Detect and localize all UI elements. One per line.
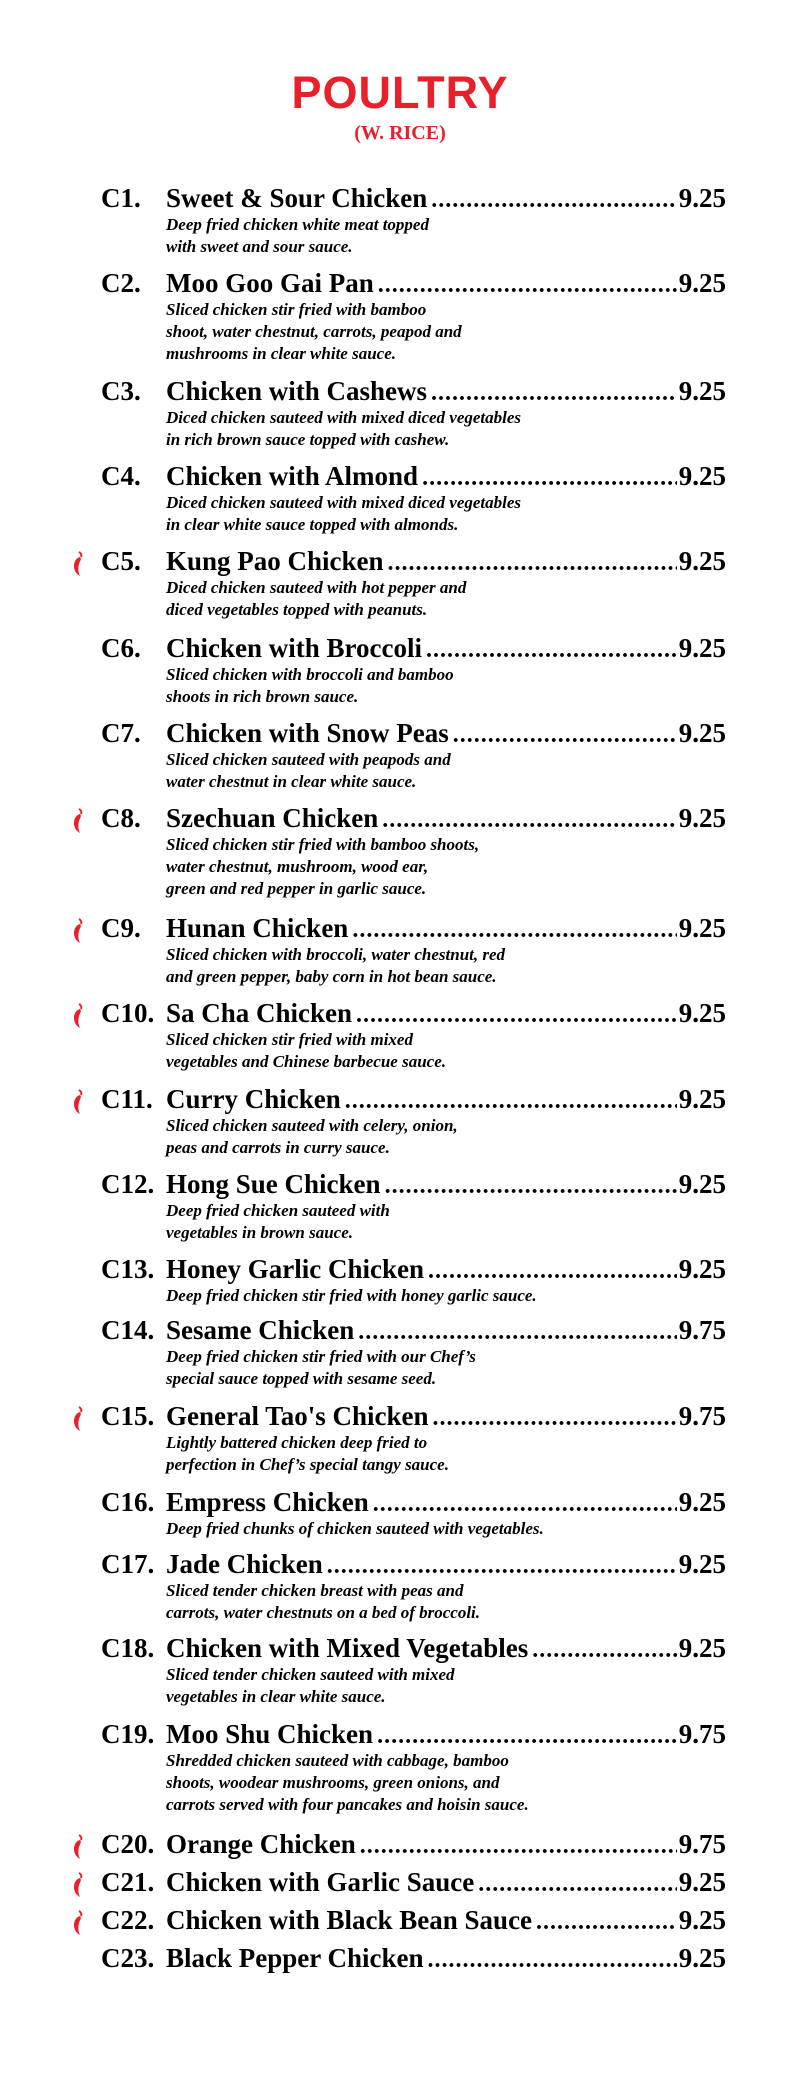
item-price: 9.75 xyxy=(678,1401,726,1431)
section-subtitle: (W. RICE) xyxy=(354,122,446,144)
chili-pepper-icon xyxy=(70,1872,86,1898)
dot-leader xyxy=(431,377,677,409)
chili-pepper-icon xyxy=(70,1406,86,1432)
dot-leader xyxy=(453,719,677,751)
item-price: 9.25 xyxy=(678,1867,726,1897)
item-name: Hong Sue Chicken xyxy=(166,1169,381,1199)
menu-item-row xyxy=(0,545,800,577)
item-code: C21. xyxy=(101,1867,155,1897)
chili-pepper-icon xyxy=(70,1089,86,1115)
item-code: C23. xyxy=(101,1943,155,1973)
dot-leader xyxy=(532,1634,676,1666)
item-name-line xyxy=(166,1942,726,1976)
item-name-line xyxy=(166,1314,726,1348)
item-code: C12. xyxy=(101,1169,155,1199)
dot-leader xyxy=(385,1170,677,1202)
item-price: 9.25 xyxy=(678,718,726,748)
item-code: C2. xyxy=(101,268,141,298)
dot-leader xyxy=(358,1316,677,1348)
item-code: C7. xyxy=(101,718,141,748)
item-code: C9. xyxy=(101,913,141,943)
menu-item-row xyxy=(0,1486,800,1518)
section-title: POULTRY xyxy=(291,67,509,118)
item-name-line xyxy=(166,1486,726,1520)
item-description-line: in rich brown sauce topped with cashew. xyxy=(166,430,450,449)
item-name-line xyxy=(166,267,726,301)
item-description-line: water chestnut, mushroom, wood ear, xyxy=(166,857,429,876)
item-description-line: in clear white sauce topped with almonds. xyxy=(166,515,459,534)
item-code: C13. xyxy=(101,1254,155,1284)
item-description-line: with sweet and sour sauce. xyxy=(166,237,353,256)
item-code: C19. xyxy=(101,1719,155,1749)
chili-pepper-icon xyxy=(70,1834,86,1860)
item-name: Moo Goo Gai Pan xyxy=(166,268,374,298)
item-description-line: Deep fried chicken sauteed with xyxy=(166,1201,390,1220)
item-price: 9.75 xyxy=(678,1315,726,1345)
menu-item-row xyxy=(0,1548,800,1580)
item-name: Moo Shu Chicken xyxy=(166,1719,374,1749)
menu-item xyxy=(0,1314,800,1390)
dot-leader xyxy=(327,1550,677,1582)
chili-pepper-icon xyxy=(70,1003,86,1029)
dot-leader xyxy=(360,1830,677,1862)
item-code: C22. xyxy=(101,1905,155,1935)
menu-item-row xyxy=(0,1828,800,1860)
chili-pepper-icon xyxy=(70,551,86,577)
item-code: C4. xyxy=(101,461,141,491)
menu-item xyxy=(0,545,800,621)
item-name-line xyxy=(166,545,726,579)
menu-item-row xyxy=(0,267,800,299)
item-name: Black Pepper Chicken xyxy=(166,1943,424,1973)
item-description-line: Sliced chicken stir fried with mixed xyxy=(166,1030,413,1049)
dot-leader xyxy=(431,184,676,216)
menu-item xyxy=(0,1828,800,1860)
menu-item-row xyxy=(0,802,800,834)
item-name-line xyxy=(166,1168,726,1202)
item-name-line xyxy=(166,1632,726,1666)
item-description-line: Sliced chicken sauteed with peapods and xyxy=(166,750,451,769)
item-description-line: shoots in rich brown sauce. xyxy=(166,687,359,706)
item-name: Sesame Chicken xyxy=(166,1315,355,1345)
item-code: C5. xyxy=(101,546,141,576)
item-price: 9.25 xyxy=(678,803,726,833)
item-code: C15. xyxy=(101,1401,155,1431)
menu-item xyxy=(0,1866,800,1898)
item-description-line: shoot, water chestnut, carrots, peapod and xyxy=(166,322,462,341)
menu-item xyxy=(0,912,800,988)
item-name: Honey Garlic Chicken xyxy=(166,1254,424,1284)
item-description-line: shoots, woodear mushrooms, green onions, and xyxy=(166,1773,500,1792)
dot-leader xyxy=(378,269,677,301)
menu-item xyxy=(0,1904,800,1936)
item-price: 9.25 xyxy=(678,461,726,491)
item-description-line: Diced chicken sauteed with mixed diced vegetables xyxy=(166,408,522,427)
dot-leader xyxy=(536,1906,677,1938)
menu-item xyxy=(0,1486,800,1540)
item-name: Chicken with Garlic Sauce xyxy=(166,1867,475,1897)
chili-pepper-icon xyxy=(70,918,86,944)
menu-item-row xyxy=(0,375,800,407)
item-code: C8. xyxy=(101,803,141,833)
item-description-line: carrots, water chestnuts on a bed of broccoli. xyxy=(166,1603,481,1622)
item-name: Chicken with Cashews xyxy=(166,376,428,406)
item-name: Chicken with Mixed Vegetables xyxy=(166,1633,529,1663)
item-description-line: Diced chicken sauteed with hot pepper and xyxy=(166,578,467,597)
item-name: Hunan Chicken xyxy=(166,913,349,943)
item-code: C14. xyxy=(101,1315,155,1345)
item-price: 9.25 xyxy=(678,633,726,663)
item-name-line xyxy=(166,1828,726,1862)
menu-item-row xyxy=(0,1168,800,1200)
item-name: Sweet & Sour Chicken xyxy=(166,183,428,213)
item-name: Chicken with Black Bean Sauce xyxy=(166,1905,533,1935)
menu-item xyxy=(0,997,800,1073)
item-code: C1. xyxy=(101,183,141,213)
item-price: 9.25 xyxy=(678,183,726,213)
item-description-line: Sliced chicken sauteed with celery, onion, xyxy=(166,1116,458,1135)
item-name: General Tao's Chicken xyxy=(166,1401,429,1431)
menu-item-row xyxy=(0,1904,800,1936)
dot-leader xyxy=(433,1402,677,1434)
item-name: Jade Chicken xyxy=(166,1549,323,1579)
item-name: Chicken with Almond xyxy=(166,461,419,491)
menu-item xyxy=(0,717,800,793)
item-name-line xyxy=(166,1253,726,1287)
item-code: C20. xyxy=(101,1829,155,1859)
item-name-line xyxy=(166,912,726,946)
item-price: 9.25 xyxy=(678,1943,726,1973)
item-price: 9.25 xyxy=(678,1254,726,1284)
item-price: 9.75 xyxy=(678,1829,726,1859)
item-description-line: Sliced tender chicken breast with peas and xyxy=(166,1581,464,1600)
dot-leader xyxy=(388,547,677,579)
item-price: 9.25 xyxy=(678,1549,726,1579)
menu-item-row xyxy=(0,997,800,1029)
menu-item xyxy=(0,375,800,451)
item-description-line: and green pepper, baby corn in hot bean sauce. xyxy=(166,967,497,986)
item-description-line: Diced chicken sauteed with mixed diced vegetables xyxy=(166,493,522,512)
dot-leader xyxy=(373,1488,677,1520)
item-description-line: Sliced chicken with broccoli, water chestnut, red xyxy=(166,945,506,964)
item-code: C17. xyxy=(101,1549,155,1579)
menu-item xyxy=(0,1632,800,1708)
menu-item xyxy=(0,1942,800,1974)
dot-leader xyxy=(426,634,677,666)
item-description-line: carrots served with four pancakes and hoisin sauce. xyxy=(166,1795,529,1814)
item-name: Sa Cha Chicken xyxy=(166,998,353,1028)
item-description-line: green and red pepper in garlic sauce. xyxy=(166,879,427,898)
menu-item-row xyxy=(0,632,800,664)
item-description-line: Sliced chicken stir fried with bamboo shoots, xyxy=(166,835,480,854)
menu-item xyxy=(0,267,800,365)
item-description-line: Lightly battered chicken deep fried to xyxy=(166,1433,428,1452)
menu-item xyxy=(0,632,800,708)
menu-item xyxy=(0,182,800,258)
item-name-line xyxy=(166,1400,726,1434)
item-name-line xyxy=(166,375,726,409)
dot-leader xyxy=(352,914,676,946)
dot-leader xyxy=(428,1255,677,1287)
menu-item-row xyxy=(0,1400,800,1432)
menu-item xyxy=(0,1718,800,1816)
dot-leader xyxy=(428,1944,677,1976)
item-price: 9.25 xyxy=(678,1487,726,1517)
dot-leader xyxy=(356,999,677,1031)
item-description-line: peas and carrots in curry sauce. xyxy=(166,1138,390,1157)
item-price: 9.25 xyxy=(678,546,726,576)
item-name: Szechuan Chicken xyxy=(166,803,379,833)
item-code: C11. xyxy=(101,1084,153,1114)
chili-pepper-icon xyxy=(70,808,86,834)
menu-item-row xyxy=(0,1314,800,1346)
item-name: Chicken with Snow Peas xyxy=(166,718,449,748)
item-price: 9.75 xyxy=(678,1719,726,1749)
dot-leader xyxy=(345,1085,677,1117)
item-code: C16. xyxy=(101,1487,155,1517)
menu-item-row xyxy=(0,1083,800,1115)
item-description-line: special sauce topped with sesame seed. xyxy=(166,1369,437,1388)
menu-item xyxy=(0,1253,800,1307)
item-price: 9.25 xyxy=(678,913,726,943)
item-name: Curry Chicken xyxy=(166,1084,341,1114)
item-name: Empress Chicken xyxy=(166,1487,369,1517)
menu-item-row xyxy=(0,1942,800,1974)
item-price: 9.25 xyxy=(678,268,726,298)
item-description-line: Deep fried chunks of chicken sauteed with vegetables. xyxy=(166,1519,544,1538)
item-description-line: Sliced chicken stir fried with bamboo xyxy=(166,300,427,319)
item-name-line xyxy=(166,1866,726,1900)
item-name-line xyxy=(166,632,726,666)
dot-leader xyxy=(478,1868,677,1900)
dot-leader xyxy=(377,1720,677,1752)
item-description-line: Deep fried chicken stir fried with our Chef’s xyxy=(166,1347,476,1366)
dot-leader xyxy=(382,804,676,836)
item-code: C3. xyxy=(101,376,141,406)
menu-item-row xyxy=(0,1632,800,1664)
menu-item xyxy=(0,460,800,536)
item-name-line xyxy=(166,717,726,751)
menu-header xyxy=(0,68,800,146)
item-description-line: Sliced chicken with broccoli and bamboo xyxy=(166,665,454,684)
chili-pepper-icon xyxy=(70,1910,86,1936)
menu-item xyxy=(0,1168,800,1244)
menu-item-row xyxy=(0,1866,800,1898)
item-description-line: diced vegetables topped with peanuts. xyxy=(166,600,428,619)
item-description-line: Sliced tender chicken sauteed with mixed xyxy=(166,1665,455,1684)
item-description-line: perfection in Chef’s special tangy sauce. xyxy=(166,1455,449,1474)
item-price: 9.25 xyxy=(678,1905,726,1935)
item-description-line: vegetables and Chinese barbecue sauce. xyxy=(166,1052,446,1071)
menu-item xyxy=(0,1400,800,1476)
dot-leader xyxy=(422,462,677,494)
item-name-line xyxy=(166,802,726,836)
item-name-line xyxy=(166,1083,726,1117)
item-price: 9.25 xyxy=(678,998,726,1028)
item-name-line xyxy=(166,1904,726,1938)
item-name-line xyxy=(166,460,726,494)
item-description-line: Deep fried chicken stir fried with honey garlic sauce. xyxy=(166,1286,537,1305)
item-description-line: vegetables in brown sauce. xyxy=(166,1223,353,1242)
menu-item xyxy=(0,802,800,900)
item-name-line xyxy=(166,182,726,216)
item-price: 9.25 xyxy=(678,376,726,406)
item-description-line: water chestnut in clear white sauce. xyxy=(166,772,417,791)
item-name: Chicken with Broccoli xyxy=(166,633,422,663)
item-description-line: Deep fried chicken white meat topped xyxy=(166,215,429,234)
item-code: C10. xyxy=(101,998,155,1028)
menu-item-row xyxy=(0,912,800,944)
menu-item xyxy=(0,1083,800,1159)
item-price: 9.25 xyxy=(678,1633,726,1663)
menu-item-row xyxy=(0,1253,800,1285)
item-price: 9.25 xyxy=(678,1084,726,1114)
item-description-line: Shredded chicken sauteed with cabbage, bamboo xyxy=(166,1751,509,1770)
item-description-line: mushrooms in clear white sauce. xyxy=(166,344,397,363)
item-name-line xyxy=(166,997,726,1031)
menu-item-row xyxy=(0,1718,800,1750)
item-description-line: vegetables in clear white sauce. xyxy=(166,1687,386,1706)
item-code: C6. xyxy=(101,633,141,663)
menu-item xyxy=(0,1548,800,1624)
item-name: Kung Pao Chicken xyxy=(166,546,384,576)
item-code: C18. xyxy=(101,1633,155,1663)
item-name-line xyxy=(166,1718,726,1752)
menu-item-row xyxy=(0,717,800,749)
menu-item-row xyxy=(0,460,800,492)
item-name-line xyxy=(166,1548,726,1582)
item-name: Orange Chicken xyxy=(166,1829,356,1859)
item-price: 9.25 xyxy=(678,1169,726,1199)
menu-item-row xyxy=(0,182,800,214)
